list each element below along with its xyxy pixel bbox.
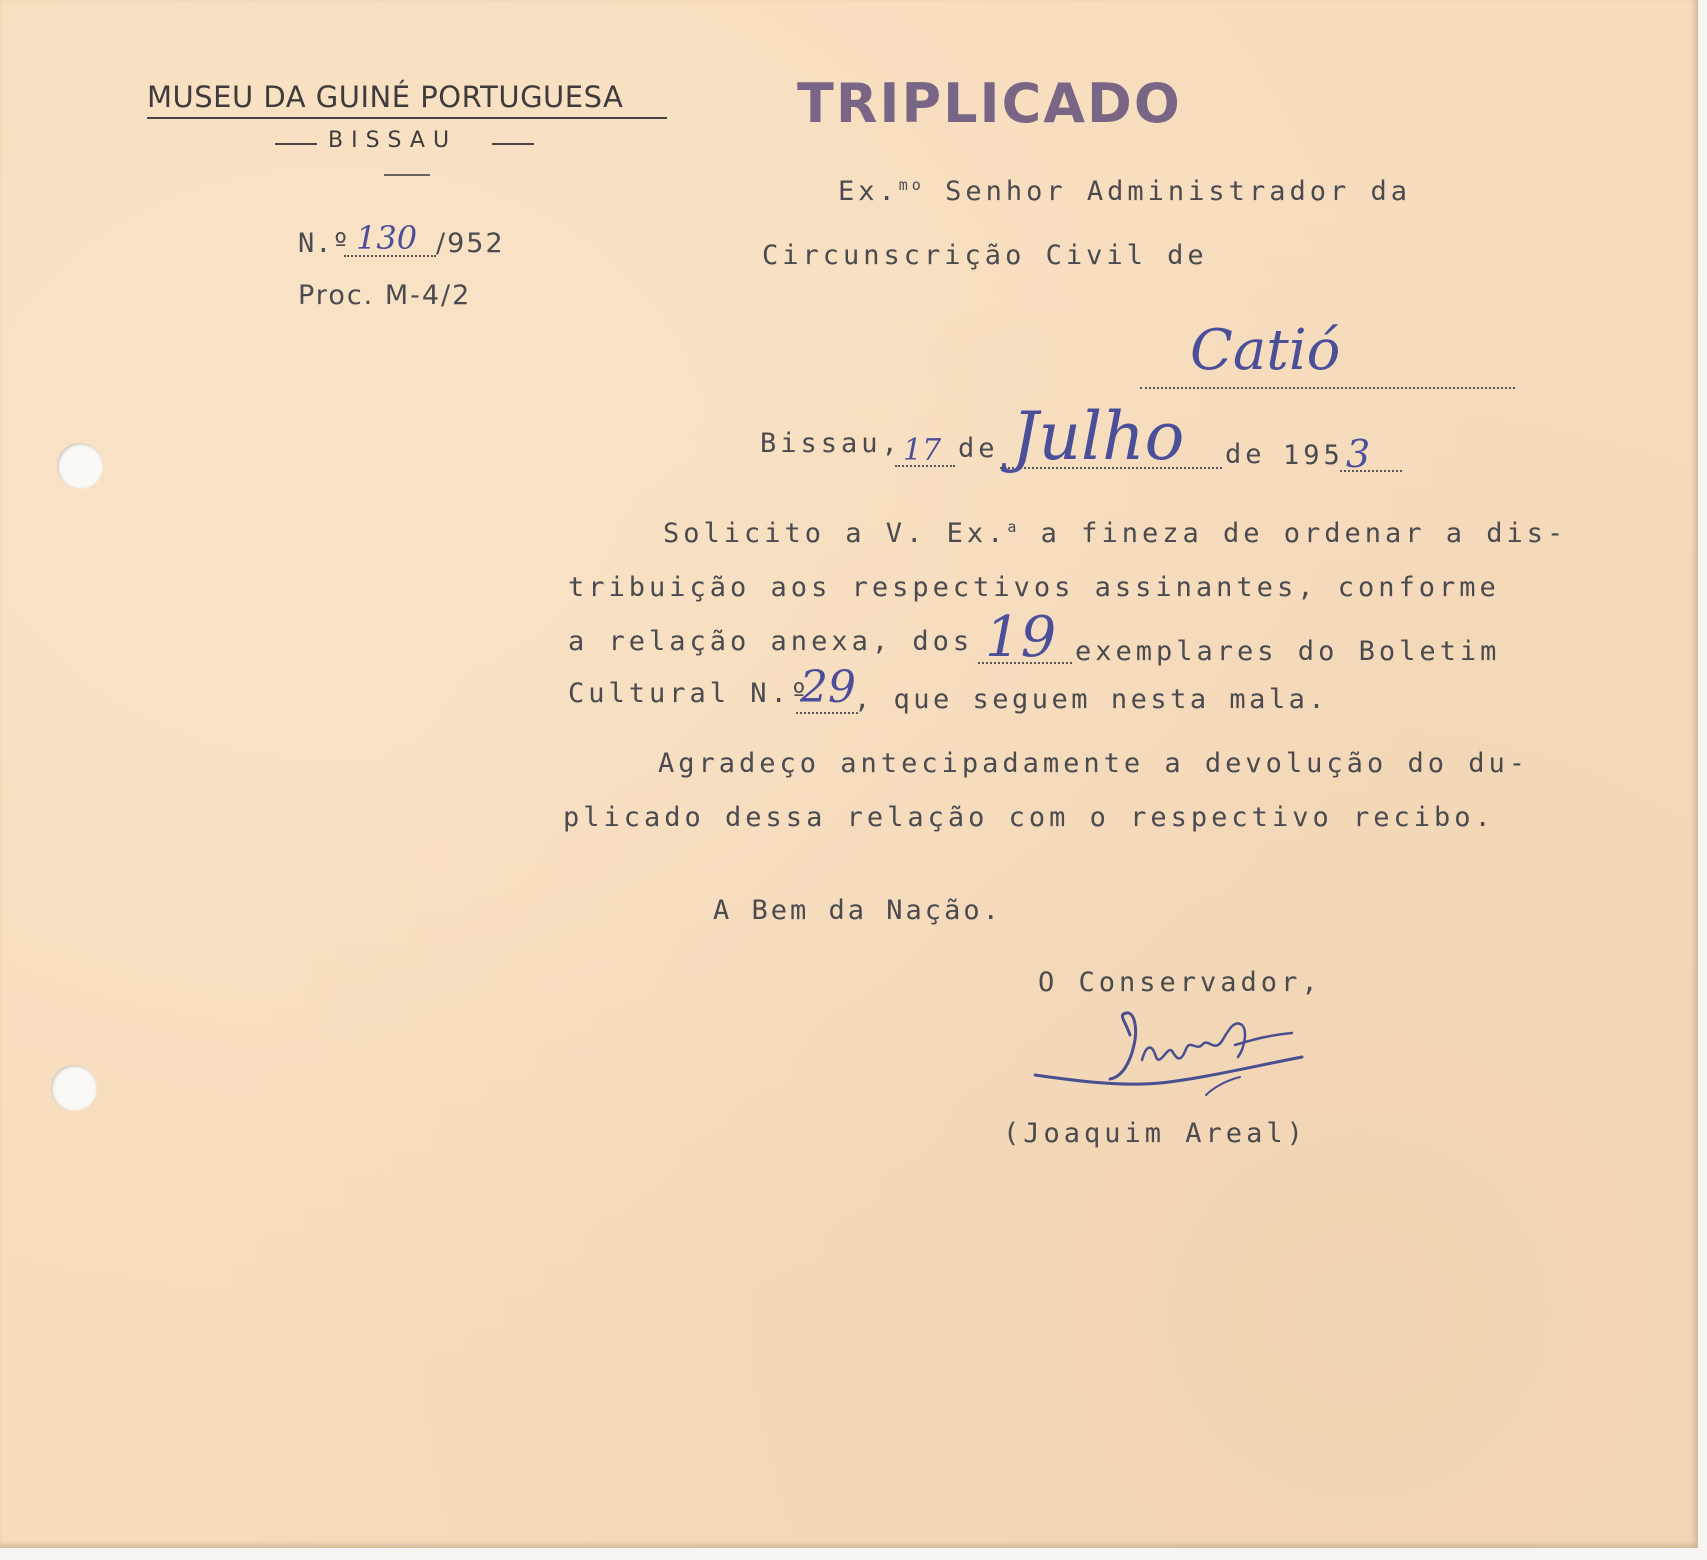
triplicado-stamp: TRIPLICADO (797, 72, 1182, 135)
date-city: Bissau, (760, 428, 902, 459)
body-p1-line-1 (663, 518, 1567, 549)
body-p1-line-4b: , que seguem nesta mala. (854, 684, 1329, 715)
signature-mark (1030, 1005, 1310, 1125)
addressee-line-1 (838, 176, 1411, 207)
addressee-title: Senhor Administrador da (945, 176, 1411, 207)
body-p1-line-4a: Cultural N.º (568, 678, 812, 709)
date-year-typed: 195 (1283, 440, 1344, 471)
closing-name: (Joaquim Areal) (1003, 1118, 1307, 1149)
body-p1-l1-a: Solicito a V. (663, 518, 927, 549)
city-dash-right (492, 143, 534, 145)
body-count-handwritten: 19 (985, 605, 1057, 670)
addressee-ex: Ex. (838, 176, 899, 207)
date-year-handwritten: 3 (1346, 432, 1371, 476)
date-month-handwritten: Julho (1012, 398, 1185, 475)
institution-name: MUSEU DA GUINÉ PORTUGUESA (147, 80, 624, 114)
reference-number-prefix: N.º (298, 228, 350, 259)
body-p1-line-2: tribuição aos respectivos assinantes, conforme (568, 572, 1500, 603)
date-de-1: de (958, 433, 999, 464)
punch-hole-top (57, 443, 103, 489)
letterhead-underline (147, 117, 667, 119)
body-p1-l1-sup: a (1007, 518, 1021, 536)
process-reference: Proc. M-4/2 (298, 280, 472, 311)
reference-number-handwritten: 130 (356, 219, 418, 257)
body-p1-line-3a: a relação anexa, dos (568, 626, 974, 657)
closing-salutation: A Bem da Nação. (713, 895, 1002, 926)
body-p1-l1-b: Ex. (946, 518, 1008, 549)
body-issue-handwritten: 29 (800, 662, 856, 713)
punch-hole-bottom (51, 1065, 97, 1111)
reference-year: /952 (436, 228, 505, 259)
body-p1-line-3b: exemplares do Boletim (1075, 636, 1501, 667)
body-p2-line-2: plicado dessa relação com o respectivo recibo. (563, 802, 1495, 833)
institution-city: BISSAU (328, 128, 458, 153)
addressee-place-handwritten: Catió (1190, 318, 1341, 383)
date-day-handwritten: 17 (903, 433, 942, 468)
addressee-place-dots (1140, 387, 1515, 389)
letterhead-short-rule (384, 174, 430, 176)
addressee-line-2: Circunscrição Civil de (762, 240, 1208, 271)
date-de-2: de (1225, 439, 1266, 470)
body-p2-line-1: Agradeço antecipadamente a devolução do du- (658, 748, 1529, 779)
city-dash-left (275, 143, 317, 145)
body-p1-l1-c: a fineza de ordenar a dis- (1040, 518, 1568, 549)
addressee-ex-superscript: mo (898, 176, 925, 194)
closing-role: O Conservador, (1038, 967, 1322, 998)
